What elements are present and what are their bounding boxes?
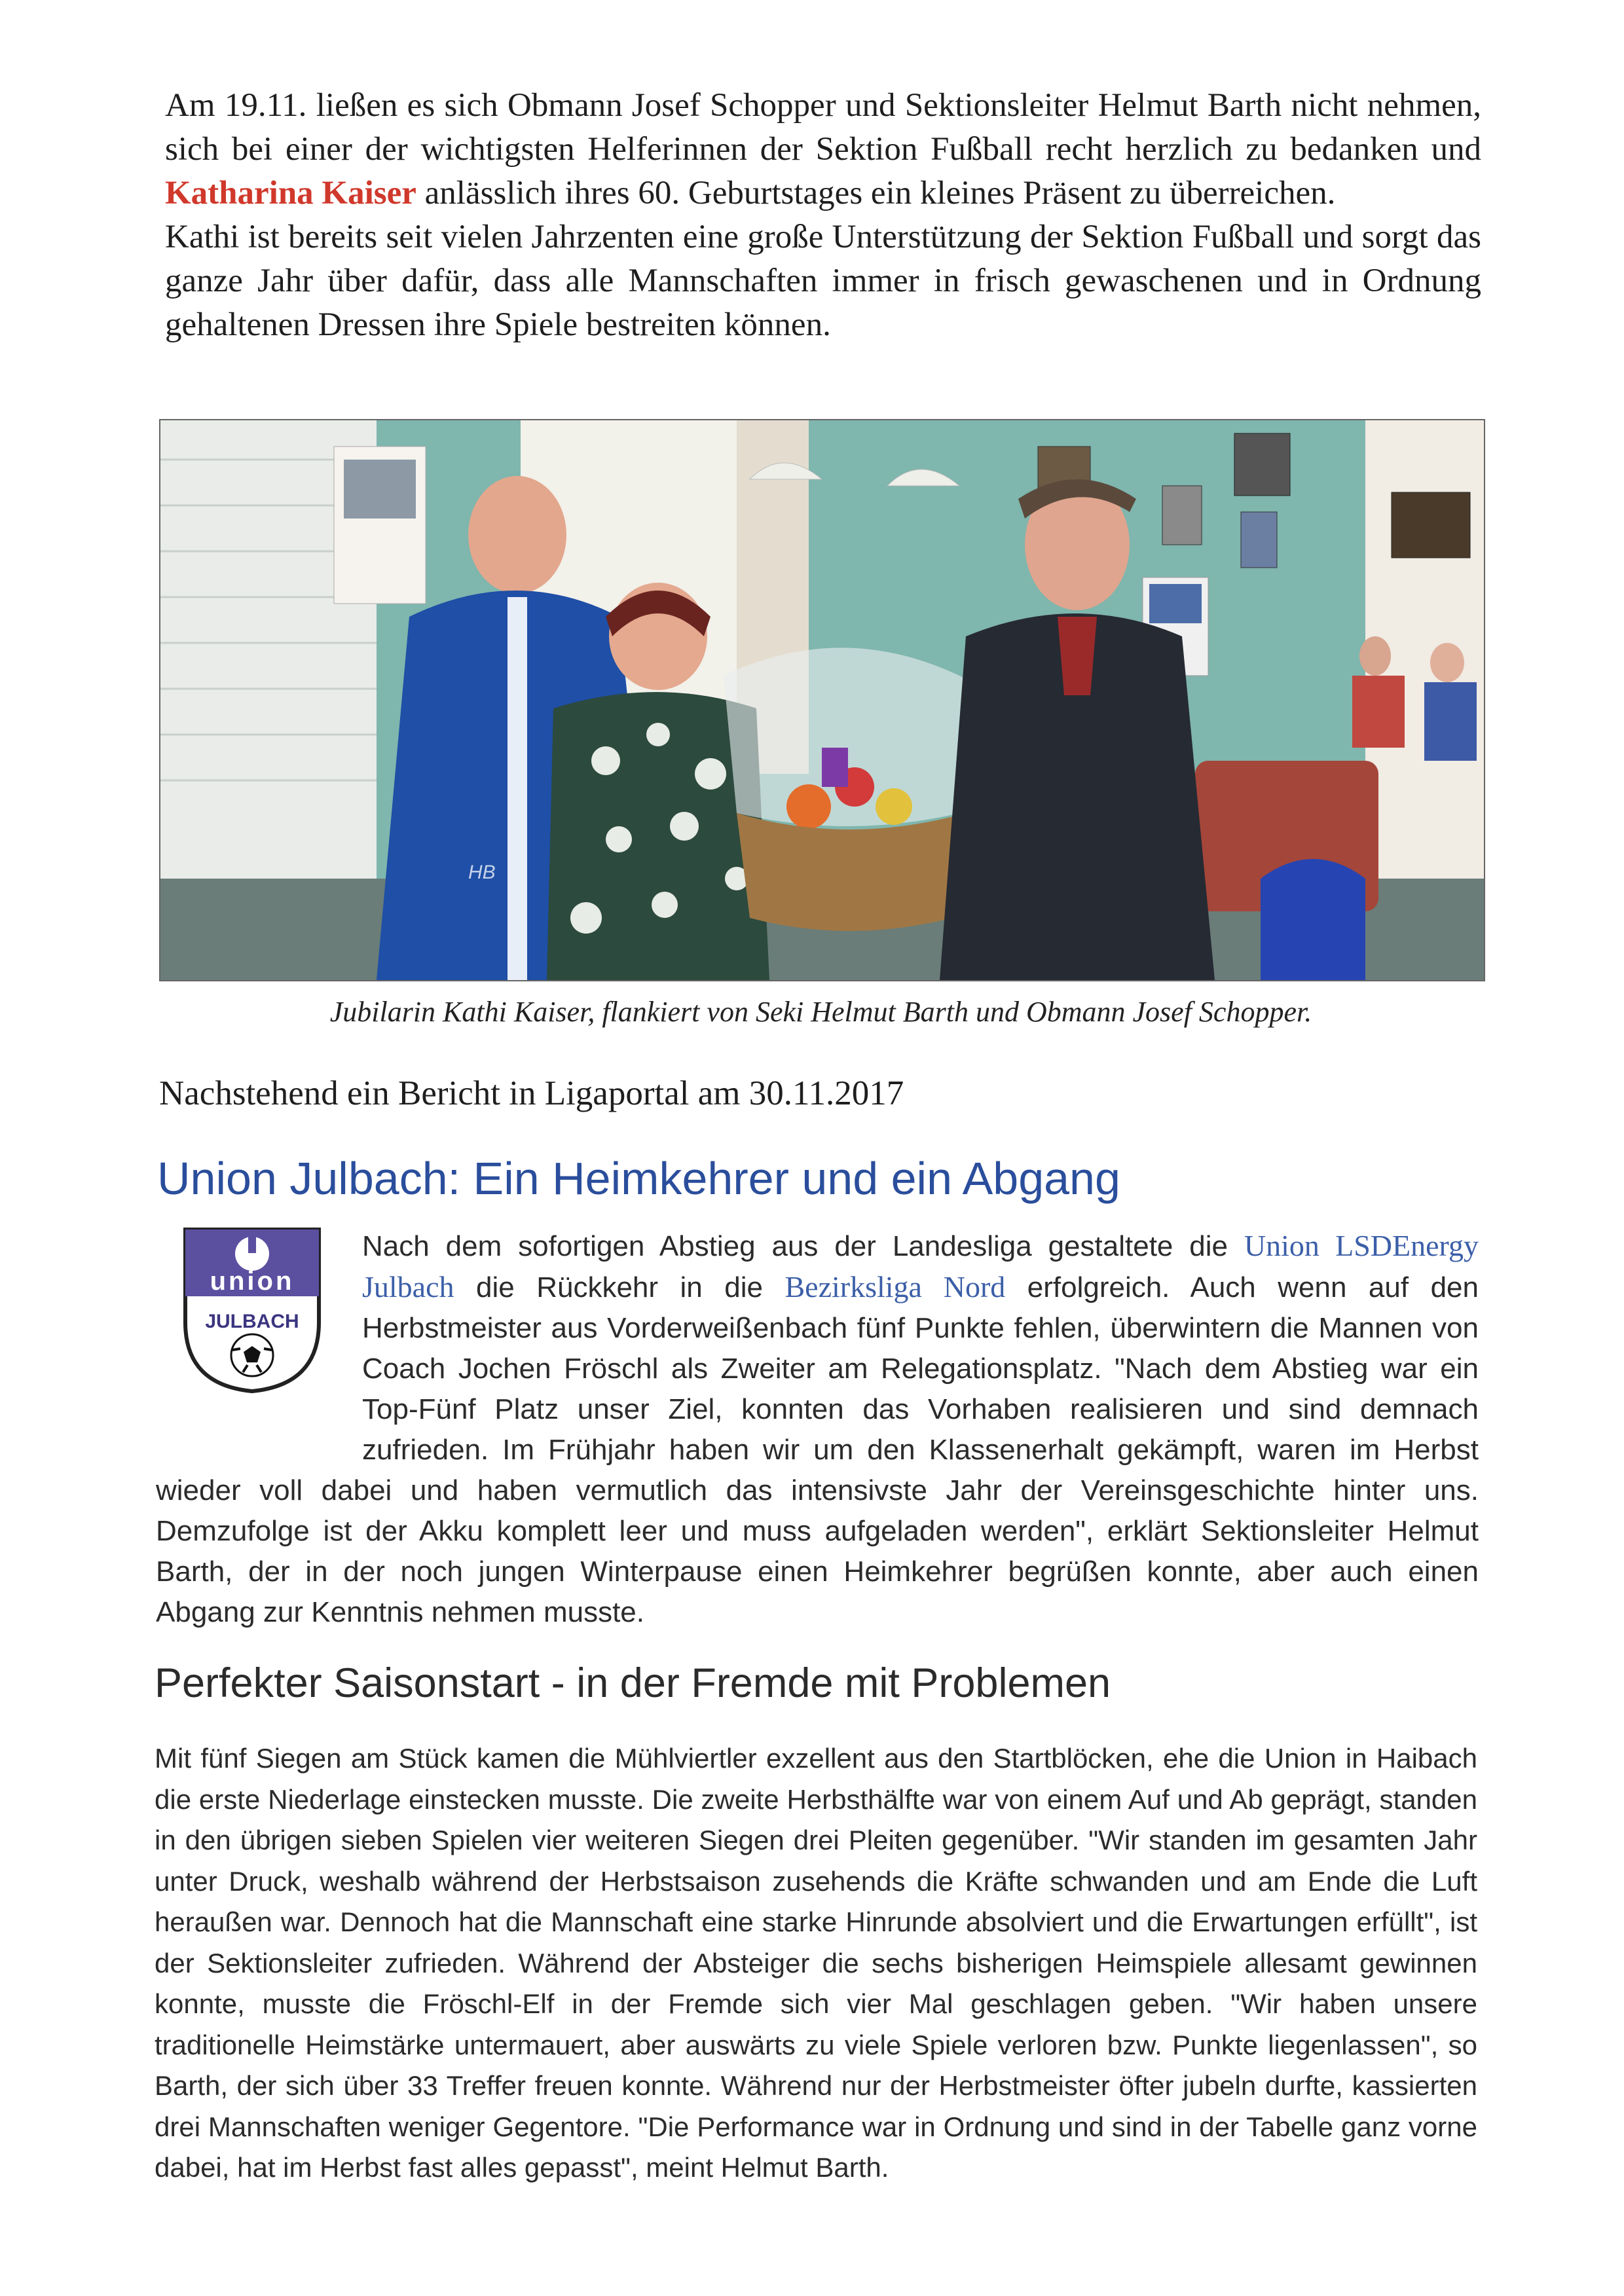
highlighted-name: Katharina Kaiser xyxy=(165,175,416,211)
logo-top-text: union xyxy=(210,1267,295,1296)
article-subtitle: Perfekter Saisonstart - in der Fremde mit Problemen xyxy=(155,1660,1111,1706)
intro-paragraph-1 xyxy=(165,84,1481,215)
logo-spacer xyxy=(156,1226,362,1461)
jacket-initials: HB xyxy=(468,862,496,883)
intro-paragraph-2: Kathi ist bereits seit vielen Jahrzenten eine große Unterstützung der Sektion Fußball und sorgt das ganze Jahr über dafür, dass alle Mannschaften immer in frisch gewaschenen und in Ordnung gehaltenen Dressen ihre Spiele bestreiten können. xyxy=(165,219,1481,343)
intro-p1-start: Am 19.11. ließen es sich Obmann Josef Schopper und Sektionsleiter Helmut Barth nicht nehmen, sich bei einer der wichtigsten Helferinnen der Sektion Fußball recht herzlich zu bedanken und xyxy=(165,87,1481,168)
photo-caption: Jubilarin Kathi Kaiser, flankiert von Seki Helmut Barth und Obmann Josef Schopper. xyxy=(329,996,1312,1028)
article-paragraph-2: Mit fünf Siegen am Stück kamen die Mühlviertler exzellent aus den Startblöcken, ehe die Union in Haibach die erste Niederlage einstecken musste. Die zweite Herbsthälfte war von einem Auf und Ab geprägt, standen in den übrigen sieben Spielen vier weiteren Siegen drei Pleiten gegenüber. "Wir standen im gesamten Jahr unter Druck, weshalb während der Herbstsaison zusehends die Kräfte schwanden und am Ende die Luft heraußen war. Dennoch hat die Mannschaft eine starke Hinrunde absolviert und die Erwartungen erfüllt", ist der Sektionsleiter zufrieden. Während der Absteiger die sechs bisherigen Heimspiele allesamt gewinnen konnte, musste die Fröschl-Elf in der Fremde sich vier Mal geschlagen geben. "Wir haben unsere traditionelle Heimstärke untermauert, aber auswärts zu viele Spiele verloren bzw. Punkte liegenlassen", so Barth, der sich über 33 Treffer freuen konnte. Während nur der Herbstmeister öfter jubeln durfte, kassierten drei Mannschaften weniger Gegentore. "Die Performance war in Ordnung und sind in der Tabelle ganz vorne dabei, hat im Herbst fast alles gepasst", meint Helmut Barth. xyxy=(155,1743,1477,2183)
article-p1-text-c: erfolgreich. Auch wenn auf den Herbstmeister aus Vorderweißenbach fünf Punkte fehlen, überwintern die Mannen von Coach Jochen Fröschl als Zweiter am Relegationsplatz. "Nach dem Abstieg war ein Top-Fünf Platz unser Ziel, konnten das Vorhaben realisieren und sind demnach zufrieden. Im Frühjahr haben wir um den Klassenerhalt gekämpft, waren im Herbst wieder voll dabei und haben vermutlich das intensivste Jahr der Vereinsgeschichte hinter uns. Demzufolge ist der Akku komplett leer und muss aufgeladen werden", erklärt Sektionsleiter Helmut Barth, der in der noch jungen Winterpause einen Heimkehrer begrüßen konnte, aber auch einen Abgang zur Kenntnis nehmen musste. xyxy=(156,1271,1479,1628)
article-p1-text-b: die Rückkehr in die xyxy=(454,1271,785,1303)
intro-text xyxy=(165,84,1481,347)
link-union-julbach[interactable]: Union LSDEnergy Julbach xyxy=(362,1229,1479,1303)
link-bezirksliga-nord[interactable]: Bezirksliga Nord xyxy=(784,1270,1006,1303)
article-p1-text-a: Nach dem sofortigen Abstieg aus der Landesliga gestaltete die xyxy=(362,1230,1244,1262)
article-body xyxy=(156,1226,1479,1633)
article-title: Union Julbach: Ein Heimkehrer und ein Abgang xyxy=(157,1153,1120,1204)
logo-bottom-text: JULBACH xyxy=(205,1311,299,1332)
group-photo xyxy=(159,419,1485,981)
intro-p1-end: anlässlich ihres 60. Geburtstages ein kleines Präsent zu überreichen. xyxy=(416,175,1336,211)
article-body-2 xyxy=(155,1738,1477,2189)
report-intro: Nachstehend ein Bericht in Ligaportal am 30.11.2017 xyxy=(159,1074,904,1112)
